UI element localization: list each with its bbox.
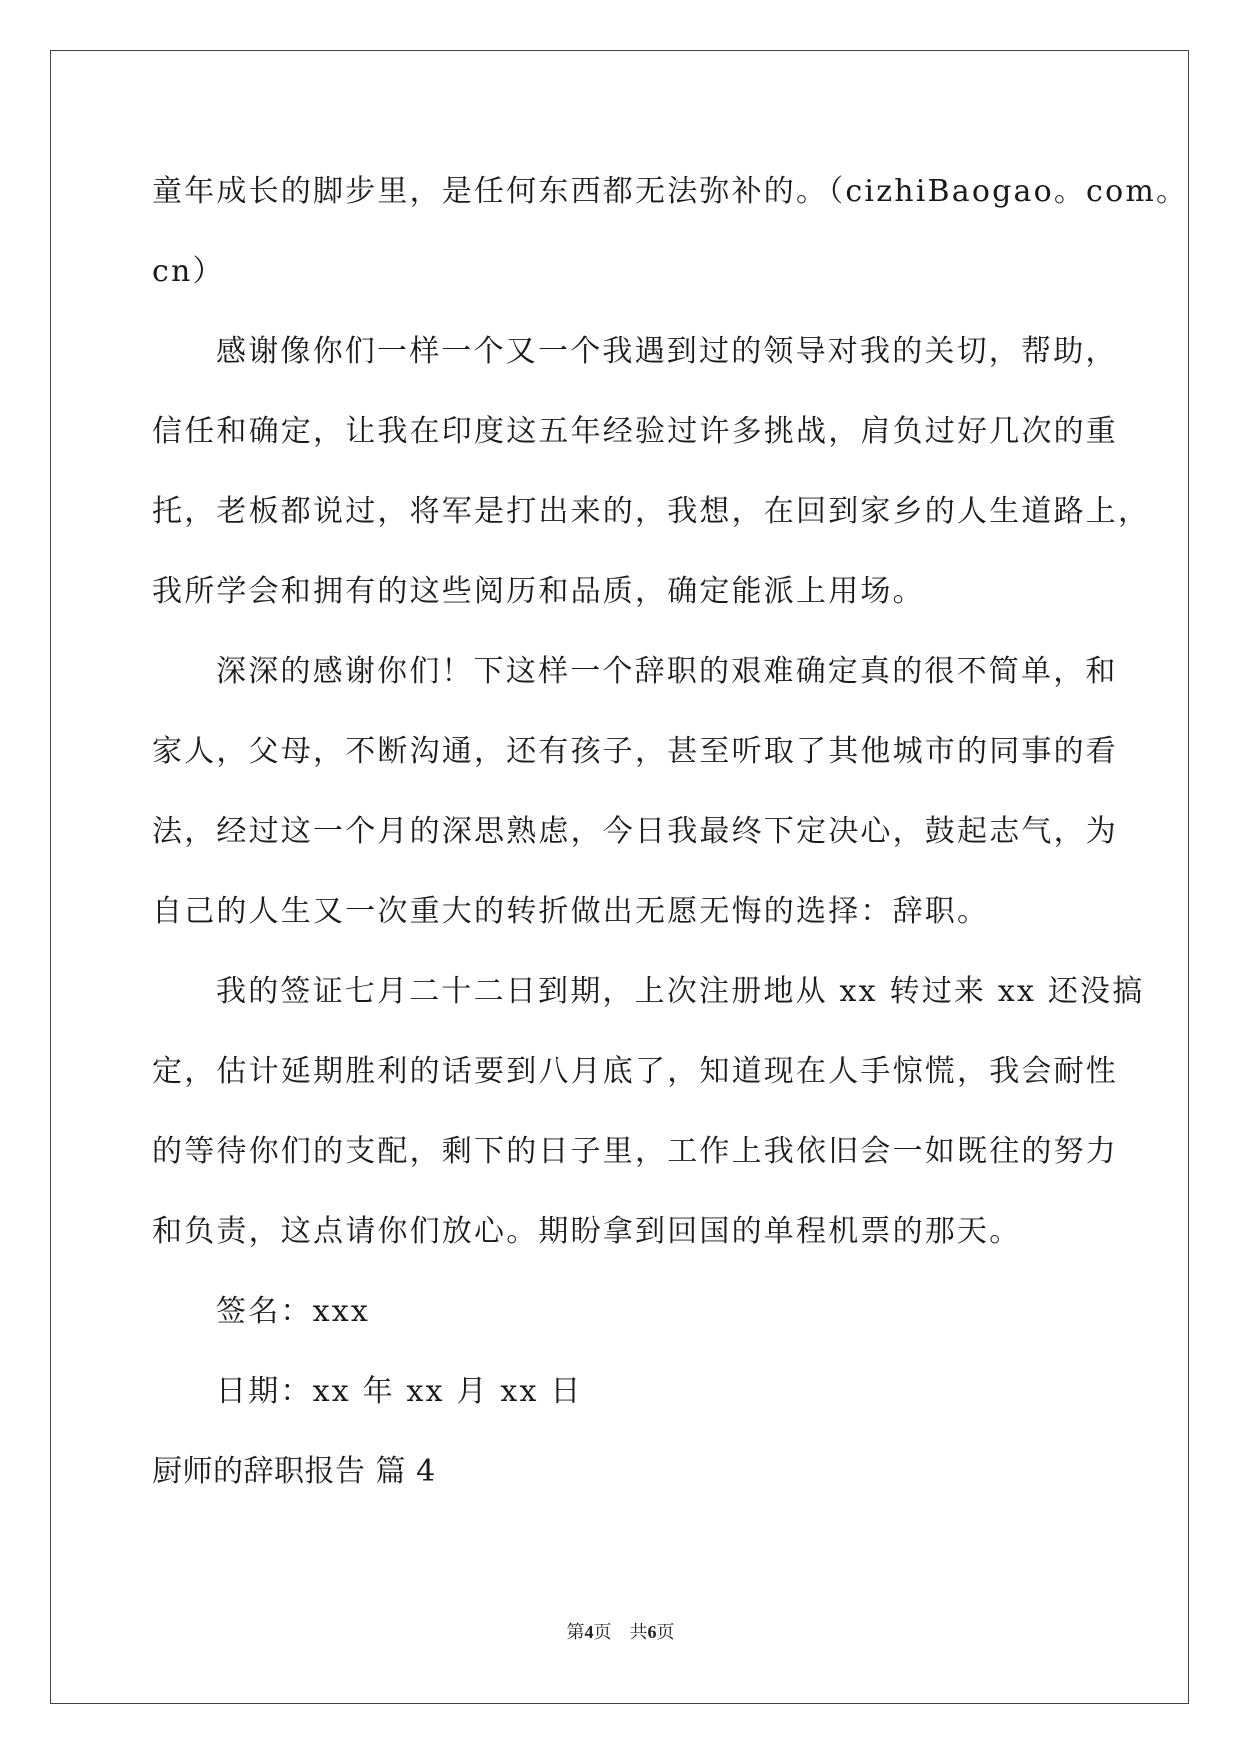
text-line: 和负责，这点请你们放心。期盼拿到回国的单程机票的那天。 [152,1214,1022,1249]
paragraph-start-line: 深深的感谢你们！下这样一个辞职的艰难确定真的很不简单，和 [216,654,1118,689]
text-line: cn） [152,254,225,289]
paragraph-start-line: 感谢像你们一样一个又一个我遇到过的领导对我的关切，帮助， [216,334,1118,369]
section-heading: 厨师的辞职报告 篇 4 [152,1454,436,1489]
footer-prefix: 第 [566,1622,585,1642]
current-page-number: 4 [584,1622,594,1642]
text-line: 定，估计延期胜利的话要到八月底了，知道现在人手惊慌，我会耐性 [152,1054,1118,1089]
text-line: 家人，父母，不断沟通，还有孩子，甚至听取了其他城市的同事的看 [152,734,1118,769]
text-line: 托，老板都说过，将军是打出来的，我想，在回到家乡的人生道路上， [152,494,1151,529]
document-body [152,170,1189,1530]
footer-suffix: 页 [656,1622,675,1642]
date-line: 日期：xx 年 xx 月 xx 日 [216,1374,583,1409]
total-page-number: 6 [647,1622,657,1642]
text-line: 我所学会和拥有的这些阅历和品质，确定能派上用场。 [152,574,925,609]
text-line: 自己的人生又一次重大的转折做出无愿无悔的选择：辞职。 [152,894,990,929]
signature-line: 签名：xxx [216,1294,370,1329]
paragraph-start-line: 我的签证七月二十二日到期，上次注册地从 xx 转过来 xx 还没搞 [216,974,1145,1009]
footer-middle: 页 共 [593,1622,648,1642]
text-line: 童年成长的脚步里，是任何东西都无法弥补的。（cizhiBaogao。com。 [152,174,1189,209]
page-footer [0,1618,1241,1644]
text-line: 的等待你们的支配，剩下的日子里，工作上我依旧会一如既往的努力 [152,1134,1118,1169]
text-line: 信任和确定，让我在印度这五年经验过许多挑战，肩负过好几次的重 [152,414,1118,449]
text-line: 法，经过这一个月的深思熟虑，今日我最终下定决心，鼓起志气，为 [152,814,1118,849]
